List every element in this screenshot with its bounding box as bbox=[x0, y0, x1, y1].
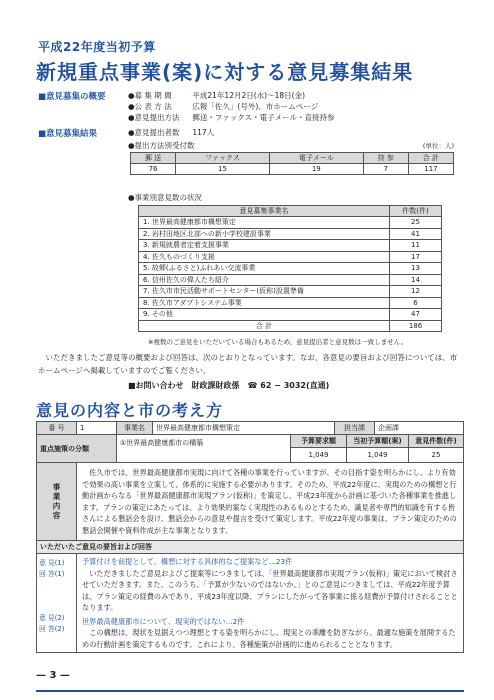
project-name: 9. その他 bbox=[139, 309, 390, 321]
page-number: — 3 — bbox=[36, 670, 70, 681]
opinion-table bbox=[36, 421, 464, 653]
overview-publish-value: 広報「佐久」(号外)、市ホームページ bbox=[192, 102, 319, 111]
method-value: 19 bbox=[269, 164, 363, 175]
project-name: 1. 世界最高健康都市構想策定 bbox=[139, 217, 390, 229]
project-table bbox=[138, 205, 442, 332]
results-count-value: 117人 bbox=[192, 128, 215, 137]
content-row bbox=[37, 463, 463, 541]
project-name: 4. 佐久ものづくり支援 bbox=[139, 251, 390, 263]
opinions-block bbox=[37, 554, 463, 652]
method-value: 76 bbox=[131, 164, 176, 175]
overview-period-key: ●募 集 期 間 bbox=[128, 91, 172, 100]
method-header: 合 計 bbox=[408, 153, 453, 164]
project-header-name: 意見募集事業名 bbox=[139, 206, 390, 217]
results-count bbox=[128, 127, 214, 138]
project-count: 6 bbox=[390, 297, 442, 309]
page-title: 新規重点事業(案)に対する意見募集結果 bbox=[36, 60, 414, 84]
overview-label: ■意見募集の概要 bbox=[38, 92, 106, 102]
category-value: ①世界最高健康都市の構築 bbox=[117, 435, 291, 462]
method-header: 持 参 bbox=[363, 153, 408, 164]
budget-header: 予算要求額 bbox=[291, 435, 347, 447]
budget-block bbox=[291, 435, 463, 462]
unit-label: (単位：人) bbox=[422, 142, 454, 150]
footer-rule bbox=[36, 690, 464, 692]
project-count: 14 bbox=[390, 274, 442, 286]
content-label: 事業内容 bbox=[37, 463, 77, 540]
results-label: ■意見募集結果 bbox=[38, 129, 98, 139]
project-name: 8. 佐久市アダプトシステム事業 bbox=[139, 297, 390, 309]
project-name: 5. 故郷(ふるさと)ふれあい交流事業 bbox=[139, 263, 390, 275]
project-count: 12 bbox=[390, 286, 442, 298]
section2-title: 意見の内容と市の考え方 bbox=[36, 401, 224, 420]
opinion-labels bbox=[37, 554, 77, 652]
method-header: 郵 送 bbox=[131, 153, 176, 164]
project-header-count: 件数(件) bbox=[390, 206, 442, 217]
project-total-value: 186 bbox=[390, 320, 442, 332]
category-label: 重点施策の分類 bbox=[37, 435, 117, 462]
number-label: 番 号 bbox=[37, 422, 77, 434]
overview-submit-value: 郵送・ファックス・電子メール・直接持参 bbox=[192, 113, 335, 122]
content-text: 佐久市では、世界最高健康都市実現に向けて各種の事業を行っていますが、その目指す姿を明らかにし、より有効で効果の高い事業を立案して、体系的に実施する必要があります。そのため、平成22年度に、実現のための構想と行動計画からなる「世界最高健康都市実現プラン(仮称)」を策定し、平成23年度から計画に基づいた各種事業を推進します。プランの策定にあたっては、より効果的案なく実現性のあるものとするため、識見者や専門的知識を有する皆さんによる懇話会を設け、懇話会からの意見や提言を受けて策定します。平成22年度の事業は、プラン策定のための懇話会開催や資料作成が主な事業となります。 bbox=[82, 468, 457, 535]
project-count: 41 bbox=[390, 228, 442, 240]
overview-publish bbox=[128, 101, 318, 112]
dept-label: 担当課 bbox=[335, 422, 375, 434]
budget-value: 1,049 bbox=[347, 448, 409, 462]
opinion-texts bbox=[77, 554, 463, 652]
answer-text: いただきましたご意見およびご提案等につきましては、「世界最高健康都市実現プラン(仮称)」策定において検討させていただきます。また、このうち、「予算が少ないのではないか。」とのご意見につきましては、平成22年度予算は、プラン策定の経費のみであり、平成23年度以降、プランにしたがって各事業に係る経費が予算付けされることとなります。 bbox=[82, 568, 458, 612]
opinions-header-text: いただいたご意見の要旨および回答 bbox=[40, 543, 152, 551]
dept-value: 企画課 bbox=[378, 424, 399, 432]
overview-submit bbox=[128, 112, 335, 123]
budget-values bbox=[291, 448, 463, 462]
method-header: 電子メール bbox=[269, 153, 363, 164]
project-count: 13 bbox=[390, 263, 442, 275]
method-header: ファックス bbox=[176, 153, 270, 164]
answer-text: この構想は、現状を見据えつつ理想とする姿を明らかにし、現実との乖離を防ぎながら、最適な施策を展開するための行動計画を策定するものです。これにより、各種施策が計画的に進められることとなります。 bbox=[82, 628, 456, 649]
budget-value: 25 bbox=[431, 451, 441, 459]
method-value: 117 bbox=[408, 164, 453, 175]
project-count: 11 bbox=[390, 240, 442, 252]
project-count: 17 bbox=[390, 251, 442, 263]
project-value: 世界最高健康都市構想策定 bbox=[153, 422, 335, 434]
project-total-label: 合 計 bbox=[139, 320, 390, 332]
results-note: ※複数のご意見をいただいている場合もあるため、意見提出者と意見数は一致しません。 bbox=[148, 338, 408, 346]
project-count: 25 bbox=[390, 217, 442, 229]
opinion-label: 意 見(1) bbox=[39, 559, 65, 567]
results-count-key: ●意見提出者数 bbox=[128, 128, 180, 137]
overview-publish-key: ●公 表 方 法 bbox=[128, 102, 172, 111]
overview-submit-key: ●意見提出方法 bbox=[128, 113, 180, 122]
answer-label: 回 答(2) bbox=[39, 625, 65, 633]
opinion-label: 意 見(2) bbox=[39, 614, 65, 622]
project-title: ●事業別意見数の状況 bbox=[128, 193, 203, 202]
overview-period bbox=[128, 90, 305, 101]
method-title: ●提出方法別受付数 bbox=[128, 141, 195, 150]
project-name: 3. 新規就農者定着支援事業 bbox=[139, 240, 390, 252]
intro-paragraph: いただきましたご意見等の概要および回答は、次のとおりとなっています。なお、各意見の要旨および回答については、市ホームページへ掲載していますのでご覧ください。 bbox=[38, 353, 458, 375]
project-name: 2. 岩村田地区北部への新小学校建設事業 bbox=[139, 228, 390, 240]
opinion-header-row bbox=[37, 422, 463, 435]
budget-header: 当初予算額(案) bbox=[347, 435, 409, 447]
opinion-title: 世界最高健康都市について、現実的ではない…2件 bbox=[82, 616, 245, 626]
project-name: 6. 信州佐久の偉人たち紹介 bbox=[139, 274, 390, 286]
number-value: 1 bbox=[77, 422, 117, 434]
project-label: 事業名 bbox=[117, 422, 153, 434]
category-row bbox=[37, 435, 463, 463]
project-name: 7. 佐久市市民活動サポートセンター(仮称)設置準備 bbox=[139, 286, 390, 298]
method-value: 15 bbox=[176, 164, 270, 175]
opinion-title: 予算付けを前提として、構想に対する具体的なご提案など…23件 bbox=[82, 557, 293, 566]
project-count: 47 bbox=[390, 309, 442, 321]
budget-headers bbox=[291, 435, 463, 448]
method-value: 7 bbox=[363, 164, 408, 175]
budget-value: 1,049 bbox=[291, 448, 347, 462]
method-table bbox=[130, 152, 454, 175]
opinions-header bbox=[37, 541, 463, 554]
contact-line: ■お問い合わせ 財政課財政係 ☎ 62 − 3032(直通) bbox=[128, 381, 330, 390]
answer-label: 回 答(1) bbox=[39, 570, 65, 578]
budget-header: 意見件数(件) bbox=[409, 435, 463, 447]
page-subtitle: 平成22年度当初予算 bbox=[38, 40, 156, 54]
overview-period-value: 平成21年12月2日(水)〜18日(金) bbox=[192, 91, 305, 100]
